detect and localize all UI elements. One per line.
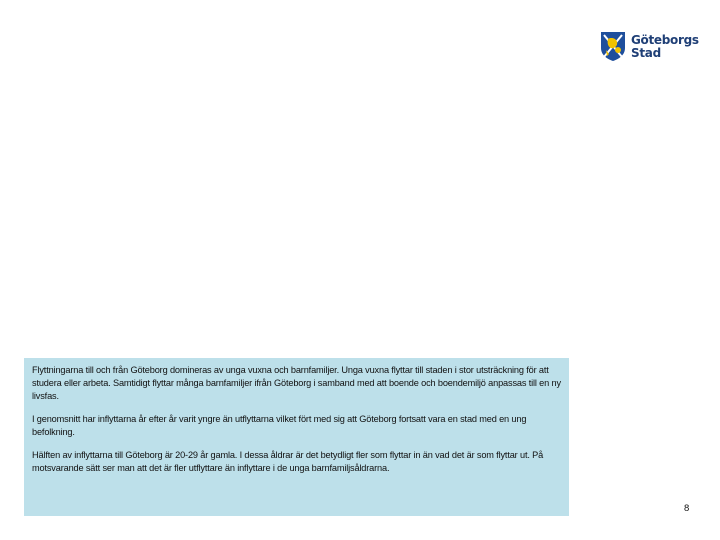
- paragraph-migration-overview: Flyttningarna till och från Göteborg domineras av unga vuxna och barnfamiljer. Unga vuxna flyttar till staden i stor utsträckning för att studera eller arbeta. Samtidigt flyttar många barnfamiljer ifrån Göteborg i samband med att boende och boendemiljö anpassas till en ny livsfas.: [32, 365, 561, 401]
- paragraph-age-comparison: I genomsnitt har inflyttarna år efter år varit yngre än utflyttarna vilket fört med sig att Göteborg fortsatt vara en stad med en ung befolkning.: [32, 414, 527, 437]
- city-crest-icon: [599, 30, 627, 62]
- page-number: 8: [684, 503, 690, 514]
- goteborgs-stad-logo: [599, 30, 699, 64]
- info-text-box: [24, 358, 569, 516]
- logo-line-2: Stad: [631, 46, 661, 60]
- paragraph-age-groups: Hälften av inflyttarna till Göteborg är 20-29 år gamla. I dessa åldrar är det betydligt fler som flyttar in än vad det är som flyttar ut. På motsvarande sätt ser man att det är fler utflyttare än inflyttare i de unga barnfamiljsåldrarna.: [32, 450, 544, 473]
- logo-wordmark: [631, 34, 699, 60]
- logo-line-1: Göteborgs: [631, 33, 699, 47]
